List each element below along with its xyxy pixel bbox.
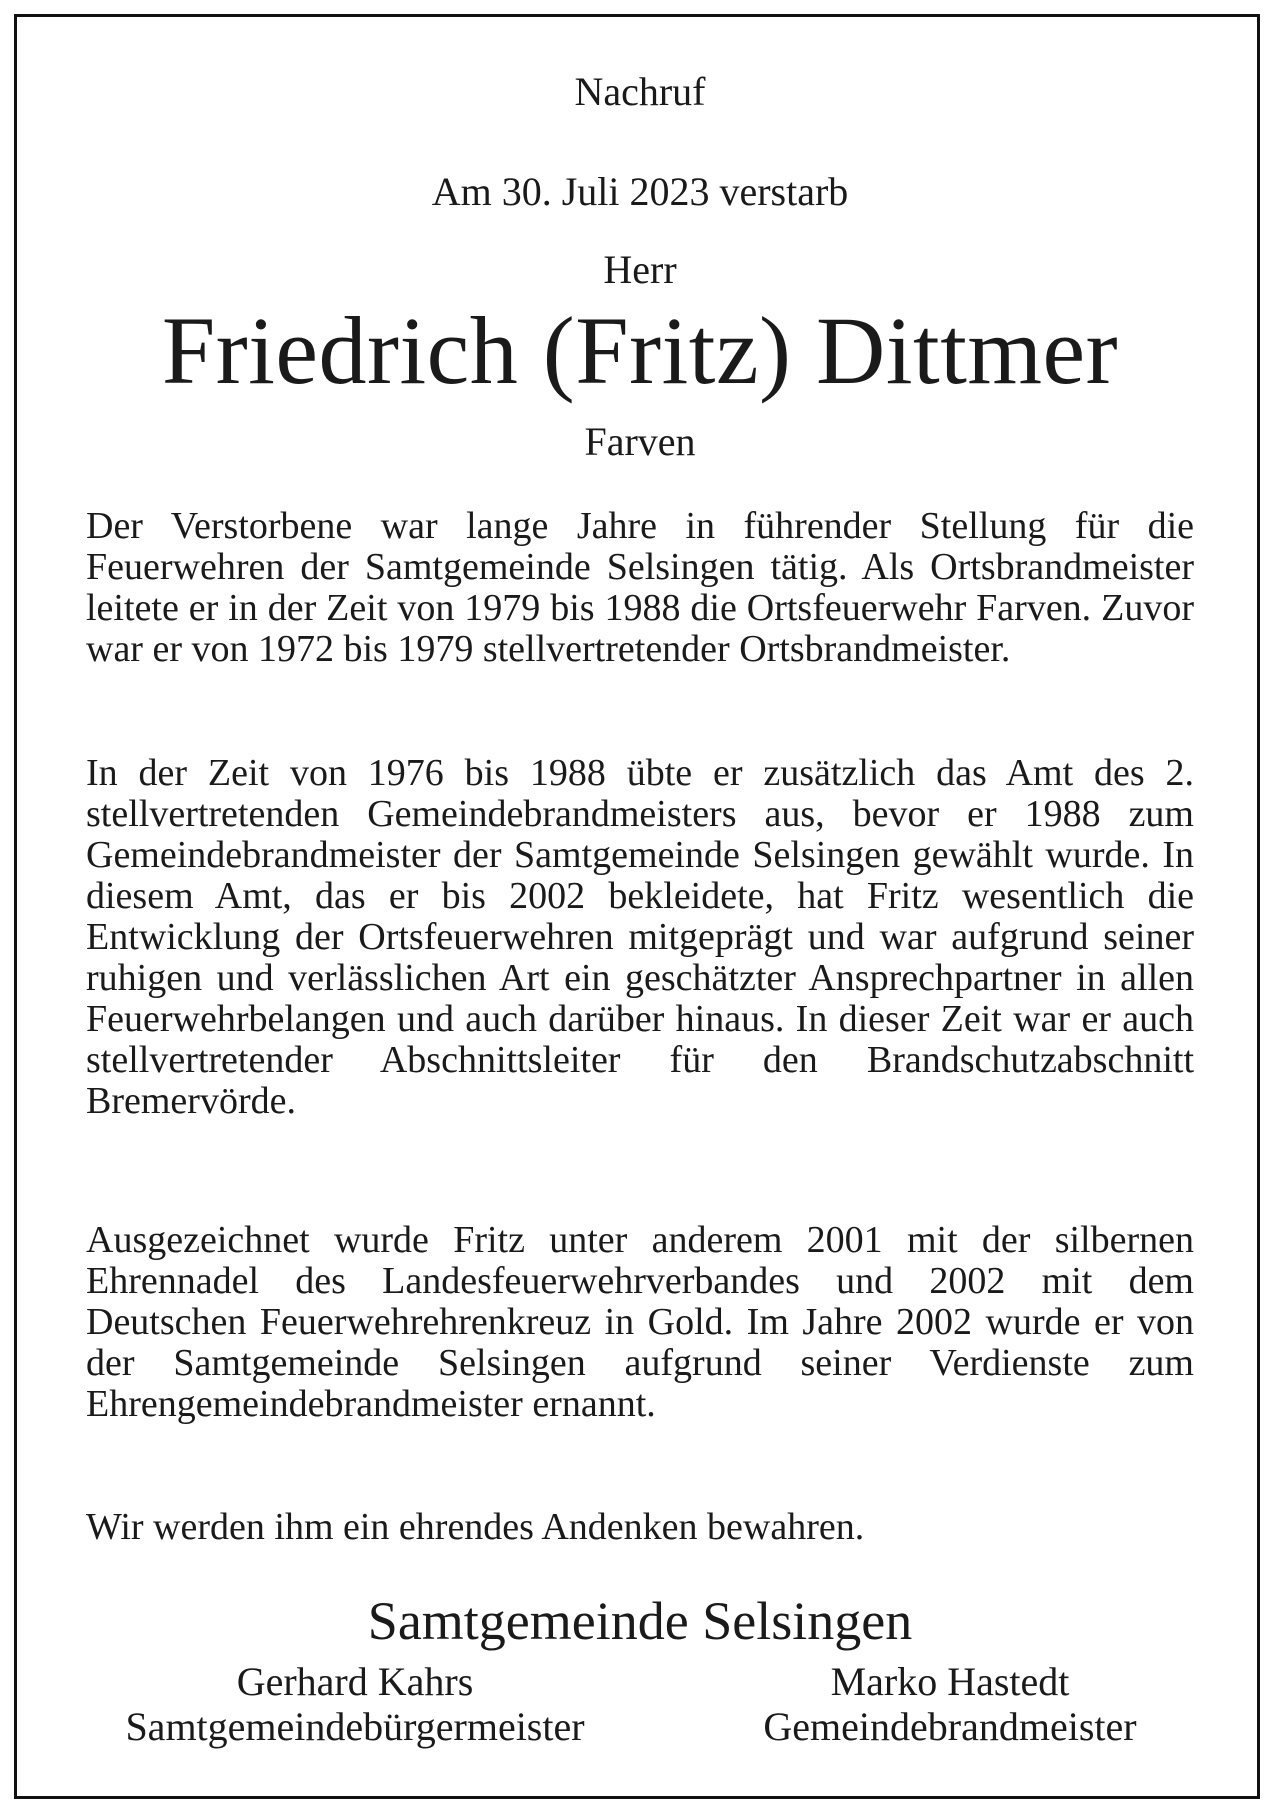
paragraph-career: Der Verstorbene war lange Jahre in führender Stellung für die Feuerwehren der Samtgemeinde Selsingen tätig. Als Ortsbrandmeister leitete er in der Zeit von 1979 bis 1988 die Ortsfeuerwehr Farven. Zuvor war er von 1972 bis 1979 stellvertretender Ortsbrandmeister. xyxy=(86,505,1194,670)
paragraph-closing: Wir werden ihm ein ehrendes Andenken bewahren. xyxy=(86,1506,865,1548)
paragraph-offices: In der Zeit von 1976 bis 1988 übte er zusätzlich das Amt des 2. stellvertretenden Gemeindebrandmeisters aus, bevor er 1988 zum Gemeindebrandmeister der Samtgemeinde Selsingen gewählt wurde. In diesem Amt, das er bis 2002 bekleidete, hat Fritz wesentlich die Entwicklung der Ortsfeuerwehren mitgeprägt und war aufgrund seiner ruhigen und verlässlichen Art ein geschätzter Ansprechpartner in allen Feuerwehrbelangen und auch darüber hinaus. In dieser Zeit war er auch stellvertretender Abschnittsleiter für den Brandschutzabschnitt Bremervörde. xyxy=(86,752,1194,1122)
signatory-role: Samtgemeindebürgermeister xyxy=(125,1704,585,1749)
signatory-role: Gemeindebrandmeister xyxy=(763,1704,1137,1749)
signatory-name: Marko Hastedt xyxy=(830,1659,1070,1704)
signatory-name: Gerhard Kahrs xyxy=(236,1659,474,1704)
organization-name: Samtgemeinde Selsingen xyxy=(367,1591,913,1651)
salutation: Herr xyxy=(603,247,677,292)
notice-heading: Nachruf xyxy=(574,69,706,114)
place-of-residence: Farven xyxy=(584,419,696,464)
death-date-line: Am 30. Juli 2023 verstarb xyxy=(431,169,849,214)
deceased-name: Friedrich (Fritz) Dittmer xyxy=(161,297,1119,404)
paragraph-honors: Ausgezeichnet wurde Fritz unter anderem 2001 mit der silbernen Ehrennadel des Landesfeuerwehrverbandes und 2002 mit dem Deutschen Feuerwehrehrenkreuz in Gold. Im Jahre 2002 wurde er von der Samtgemeinde Selsingen aufgrund seiner Verdienste zum Ehrengemeindebrandmeister ernannt. xyxy=(86,1219,1194,1425)
